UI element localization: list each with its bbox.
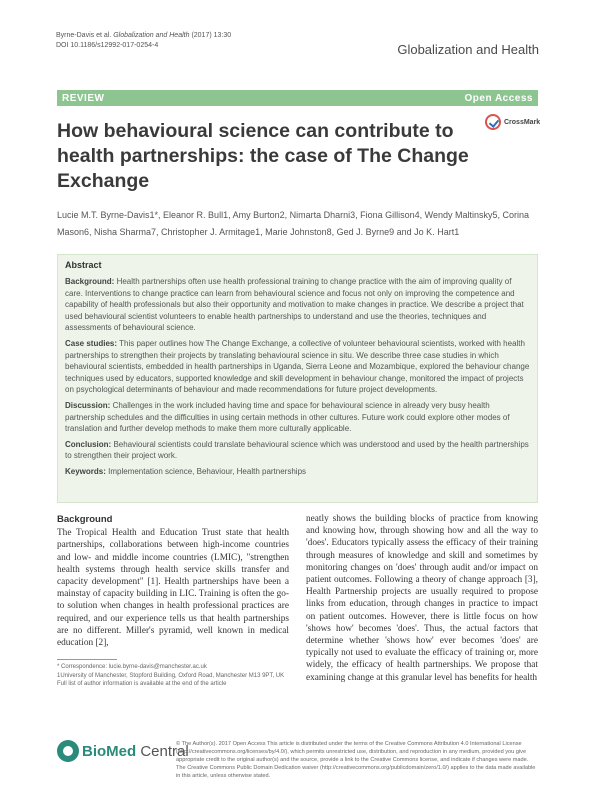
correspondence-note[interactable]: * Correspondence: lucie.byrne-davis@manchester.ac.uk — [57, 664, 207, 670]
body-text-right: neatly shows the building blocks of practice from knowing and knowing how, through showing how and all the way to 'does'. Educators typically assess the efficacy of their training through measures of knowledge and skill and sometimes by monitoring changes on 'does' through audit and/or impact on patient outcomes. Following a theory of change approach [3], Health Partnership projects are usually required to propose links from education, through changes in practice to impact on patient outcomes. However, there is little focus on how 'shows how' becomes 'does'. Thus, the actual factors that determine whether 'shows how' ever becomes 'does' are typically not used to evaluate the efficacy of training or, more widely, the efficacy of health partnerships. We propose that examining change at this granular level has benefits for health — [306, 514, 538, 683]
section-heading: Background — [57, 514, 113, 525]
citation-journal: Globalization and Health — [113, 32, 190, 39]
article-title: How behavioural science can contribute to health partnerships: the case of The Change Exchange — [57, 120, 469, 192]
author-list: Lucie M.T. Byrne-Davis1*, Eleanor R. Bull1, Amy Burton2, Nimarta Dharni3, Fiona Gillison4, Wendy Maltinsky5, Corina Mason6, Nisha Sharma7, Christopher J. Armitage1, Marie Johnston8, Ged J. Byrne9 and Jo K. Hart1 — [57, 210, 530, 237]
abstract-conclusion: Conclusion: Behavioural scientists could translate behavioural science which was understood and used by the health partnerships to strengthen their project work. — [65, 439, 529, 461]
abstract-box — [57, 254, 538, 503]
crossmark-label: CrossMark — [504, 118, 541, 126]
article-type-banner — [57, 90, 538, 106]
author-info-note: Full list of author information is available at the end of the article — [57, 681, 227, 688]
abstract-keywords: Keywords: Implementation science, Behaviour, Health partnerships — [65, 466, 307, 476]
publisher-logo — [57, 740, 189, 762]
footnote-divider — [57, 659, 117, 660]
publisher-name: BioMed Central — [82, 742, 189, 760]
open-access-label: Open Access — [464, 92, 533, 104]
license-text: © The Author(s). 2017 Open Access This article is distributed under the terms of the Creative Commons Attribution 4.0 International License (http://creativecommons.org/licenses/by/4.0/), which permits unrestricted use, distribution, and reproduction in any medium, provided you give appropriate credit to the original author(s) and the source, provide a link to the Creative Commons license, and indicate if changes were made. The Creative Commons Public Domain Dedication waiver (http://creativecommons.org/publicdomain/zero/1.0/) applies to the data made available in this article, unless otherwise stated. — [176, 741, 536, 779]
citation-authors: Byrne-Davis et al. — [56, 32, 112, 39]
body-column-right — [306, 513, 538, 684]
journal-name: Globalization and Health — [397, 42, 539, 57]
citation-header — [56, 31, 231, 51]
abstract-case-studies: Case studies: This paper outlines how The Change Exchange, a collective of volunteer behavioural scientists, worked with health partnerships to strengthen their projects by translating behavioural science in situ. We describe three case studies in which behavioural scientists, embedded in health partnerships in Uganda, Sierra Leone and Mozambique, explored the behaviour change techniques used by educators, supported knowledge and skill development in behaviour change, monitored the impact of projects on psychological determinants of behaviour and made recommendations for future project developments. — [65, 338, 530, 395]
crossmark-icon — [485, 114, 501, 130]
citation-rest: (2017) 13:30 — [191, 32, 232, 39]
body-text-left: The Tropical Health and Education Trust state that health partnerships, collaborations between high-income countries and low- and middle income countries (LMIC), "strengthen health systems through health service skills transfer and capacity development" [1]. Health partnerships have been a mainstay of capacity building in LIC. Training is often the go-to solution when changes in health professional practices are required, and our experience tells us that health partnerships are no different. Miller's pyramid, well known in medical education [2], — [57, 528, 289, 649]
crossmark-button[interactable] — [485, 114, 540, 130]
affiliation-note: 1University of Manchester, Stopford Building, Oxford Road, Manchester M13 9PT, UK — [57, 672, 285, 679]
biomed-central-icon — [57, 740, 79, 762]
abstract-discussion: Discussion: Challenges in the work included having time and space for behavioural science in already very busy health partnership schedules and the difficulties in using certain methods in other cultures. Future work could explore other modes of translation and further develop methods to make them more culturally applicable. — [65, 400, 510, 434]
footnotes — [57, 663, 287, 689]
doi[interactable]: DOI 10.1186/s12992-017-0254-4 — [56, 42, 159, 49]
abstract-background: Background: Health partnerships often use health professional training to change practice with the aim of improving quality of care. Interventions to change practice can learn from behavioural science and focus not only on improving the competence and capability of health professionals but also their opportunity and motivation to make changes in practice. We describe a project that used behavioural scientist volunteers to enable health partnerships to understand and use the theories, techniques and assessments of behavioural science. — [65, 277, 524, 333]
body-column-left — [57, 514, 289, 649]
article-type-label: REVIEW — [62, 92, 105, 104]
abstract-title: Abstract — [65, 260, 102, 270]
